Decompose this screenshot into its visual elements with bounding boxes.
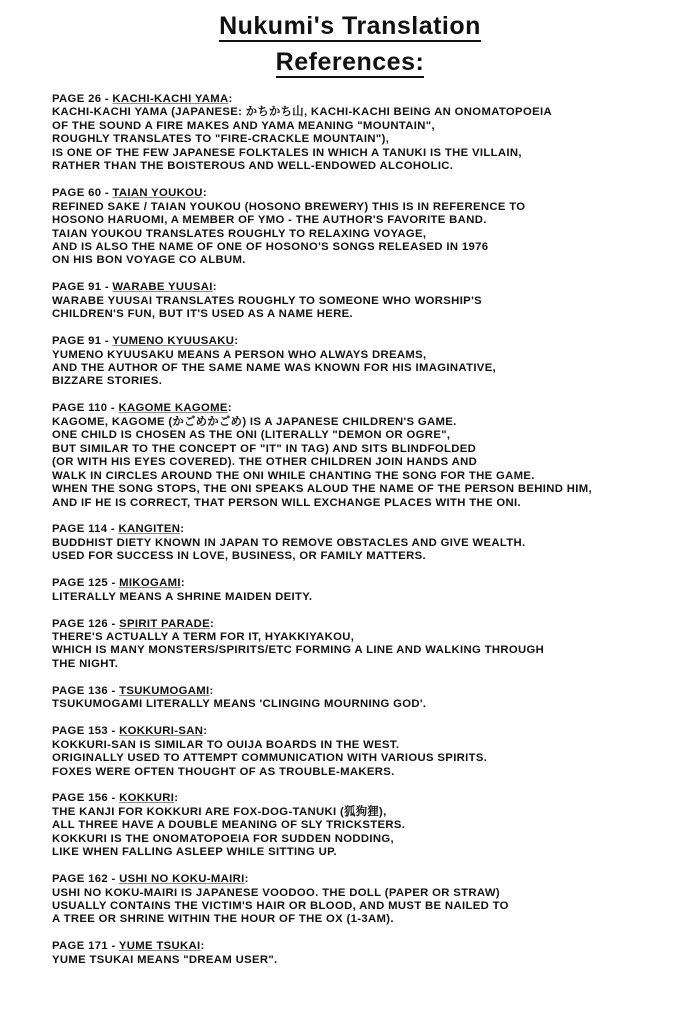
entry-line: RATHER THAN THE BOISTEROUS AND WELL-ENDOWED ALCOHOLIC. bbox=[52, 160, 454, 173]
entry-title: KOKKURI-SAN bbox=[119, 725, 204, 738]
note-entry bbox=[52, 940, 692, 967]
entry-line: WHEN THE SONG STOPS, THE ONI SPEAKS ALOUD THE NAME OF THE PERSON BEHIND HIM, bbox=[52, 483, 593, 496]
entry-title: KOKKURI bbox=[119, 792, 175, 805]
entry-page: PAGE 136 - bbox=[52, 684, 120, 697]
entry-page: PAGE 153 - bbox=[52, 725, 120, 738]
entry-title: MIKOGAMI bbox=[119, 577, 181, 590]
entry-heading: PAGE 110 - KAGOME KAGOME: bbox=[52, 402, 232, 415]
entry-heading: PAGE 91 - WARABE YUUSAI: bbox=[52, 281, 217, 294]
entry-heading: PAGE 126 - SPIRIT PARADE: bbox=[52, 617, 215, 630]
entry-line: ON HIS BON VOYAGE CO ALBUM. bbox=[52, 254, 246, 267]
entry-line: IS ONE OF THE FEW JAPANESE FOLKTALES IN WHICH A TANUKI IS THE VILLAIN, bbox=[52, 146, 522, 159]
entry-title: USHI NO KOKU-MAIRI bbox=[119, 873, 245, 886]
note-entry bbox=[52, 618, 692, 672]
entry-heading: PAGE 125 - MIKOGAMI: bbox=[52, 577, 185, 590]
entry-page: PAGE 110 - bbox=[52, 402, 119, 415]
title-line-1: Nukumi's Translation bbox=[219, 12, 481, 40]
entry-line: USHI NO KOKU-MAIRI IS JAPANESE VOODOO. THE DOLL (PAPER OR STRAW) bbox=[52, 886, 500, 899]
entry-title: YUME TSUKAI bbox=[118, 940, 201, 953]
entry-line: LIKE WHEN FALLING ASLEEP WHILE SITTING UP. bbox=[52, 846, 338, 859]
entry-heading: PAGE 60 - TAIAN YOUKOU: bbox=[52, 187, 207, 200]
entry-page: PAGE 91 - bbox=[52, 281, 113, 294]
entry-line: USED FOR SUCCESS IN LOVE, BUSINESS, OR FAMILY MATTERS. bbox=[52, 550, 426, 563]
entry-line: YUME TSUKAI MEANS "DREAM USER". bbox=[52, 953, 278, 966]
entry-line: KAGOME, KAGOME (かごめかごめ) IS A JAPANESE CHILDREN'S GAME. bbox=[52, 415, 457, 428]
entry-title: WARABE YUUSAI bbox=[112, 281, 213, 294]
entry-page: PAGE 162 - bbox=[52, 873, 120, 886]
entry-line: WARABE YUUSAI TRANSLATES ROUGHLY TO SOMEONE WHO WORSHIP'S bbox=[52, 294, 482, 307]
entry-title: KACHI-KACHI YAMA bbox=[112, 93, 229, 105]
note-entry bbox=[52, 523, 692, 563]
entry-heading: PAGE 156 - KOKKURI: bbox=[52, 792, 179, 805]
entry-page: PAGE 60 - bbox=[52, 187, 113, 200]
entry-heading: PAGE 153 - KOKKURI-SAN: bbox=[52, 725, 208, 738]
entry-line: REFINED SAKE / TAIAN YOUKOU (HOSONO BREWERY) THIS IS IN REFERENCE TO bbox=[52, 200, 526, 213]
entry-line: YUMENO KYUUSAKU MEANS A PERSON WHO ALWAYS DREAMS, bbox=[52, 348, 427, 361]
entry-heading: PAGE 162 - USHI NO KOKU-MAIRI: bbox=[52, 873, 249, 886]
entry-title: SPIRIT PARADE bbox=[119, 617, 211, 630]
entry-page: PAGE 126 - bbox=[52, 617, 120, 630]
entry-line: BUDDHIST DIETY KNOWN IN JAPAN TO REMOVE OBSTACLES AND GIVE WEALTH. bbox=[52, 536, 526, 549]
entry-title: KAGOME KAGOME bbox=[118, 402, 228, 415]
note-entry bbox=[52, 577, 692, 604]
entry-line: KOKKURI IS THE ONOMATOPOEIA FOR SUDDEN NODDING, bbox=[52, 832, 394, 845]
entry-heading: PAGE 114 - KANGITEN: bbox=[52, 523, 185, 536]
entry-page: PAGE 171 - bbox=[52, 940, 119, 953]
note-entry bbox=[52, 93, 692, 174]
entry-line: AND THE AUTHOR OF THE SAME NAME WAS KNOWN FOR HIS IMAGINATIVE, bbox=[52, 362, 497, 375]
entry-line: WHICH IS MANY MONSTERS/SPIRITS/ETC FORMING A LINE AND WALKING THROUGH bbox=[52, 644, 545, 657]
entry-title: TAIAN YOUKOU bbox=[112, 187, 203, 200]
entry-heading: PAGE 91 - YUMENO KYUUSAKU: bbox=[52, 335, 239, 348]
entry-title: YUMENO KYUUSAKU bbox=[112, 335, 235, 348]
entry-page: PAGE 114 - bbox=[52, 523, 119, 536]
entry-line: KACHI-KACHI YAMA (JAPANESE: かちかち山, KACHI-KACHI BEING AN ONOMATOPOEIA bbox=[52, 106, 552, 119]
entry-line: LITERALLY MEANS A SHRINE MAIDEN DEITY. bbox=[52, 590, 313, 603]
entry-heading: PAGE 171 - YUME TSUKAI: bbox=[52, 940, 205, 953]
entry-line: USUALLY CONTAINS THE VICTIM'S HAIR OR BLOOD, AND MUST BE NAILED TO bbox=[52, 900, 509, 913]
note-entry bbox=[52, 725, 692, 779]
entry-line: AND IF HE IS CORRECT, THAT PERSON WILL EXCHANGE PLACES WITH THE ONI. bbox=[52, 496, 521, 509]
entry-page: PAGE 156 - bbox=[52, 792, 120, 805]
entry-line: FOXES WERE OFTEN THOUGHT OF AS TROUBLE-MAKERS. bbox=[52, 765, 395, 778]
entry-line: THERE'S ACTUALLY A TERM FOR IT, HYAKKIYAKOU, bbox=[52, 631, 355, 644]
entry-line: THE KANJI FOR KOKKURI ARE FOX-DOG-TANUKI (狐狗狸), bbox=[52, 805, 387, 818]
entry-line: ORIGINALLY USED TO ATTEMPT COMMUNICATION WITH VARIOUS SPIRITS. bbox=[52, 752, 488, 765]
entry-line: TSUKUMOGAMI LITERALLY MEANS 'CLINGING MOURNING GOD'. bbox=[52, 698, 427, 711]
note-entry bbox=[52, 187, 692, 268]
entry-line: CHILDREN'S FUN, BUT IT'S USED AS A NAME HERE. bbox=[52, 308, 354, 321]
entry-title: KANGITEN bbox=[118, 523, 181, 536]
entry-line: OF THE SOUND A FIRE MAKES AND YAMA MEANING "MOUNTAIN", bbox=[52, 119, 435, 132]
page-title bbox=[0, 10, 700, 82]
entry-line: ALL THREE HAVE A DOUBLE MEANING OF SLY TRICKSTERS. bbox=[52, 819, 406, 832]
entry-line: ONE CHILD IS CHOSEN AS THE ONI (LITERALLY "DEMON OR OGRE", bbox=[52, 429, 451, 442]
note-entry bbox=[52, 873, 692, 927]
entry-line: THE NIGHT. bbox=[52, 657, 119, 670]
entry-line: TAIAN YOUKOU TRANSLATES ROUGHLY TO RELAXING VOYAGE, bbox=[52, 227, 427, 240]
translation-notes bbox=[52, 93, 692, 981]
note-entry bbox=[52, 335, 692, 389]
entry-title: TSUKUMOGAMI bbox=[119, 684, 210, 697]
entry-line: (OR WITH HIS EYES COVERED). THE OTHER CHILDREN JOIN HANDS AND bbox=[52, 456, 478, 469]
entry-line: KOKKURI-SAN IS SIMILAR TO OUIJA BOARDS IN THE WEST. bbox=[52, 738, 400, 751]
note-entry bbox=[52, 685, 692, 712]
note-entry bbox=[52, 281, 692, 321]
entry-line: ROUGHLY TRANSLATES TO "FIRE-CRACKLE MOUNTAIN"), bbox=[52, 133, 390, 146]
entry-page: PAGE 125 - bbox=[52, 577, 120, 590]
note-entry bbox=[52, 792, 692, 859]
note-entry bbox=[52, 402, 692, 510]
entry-line: BIZZARE STORIES. bbox=[52, 375, 163, 388]
entry-page: PAGE 91 - bbox=[52, 335, 113, 348]
entry-heading: PAGE 26 - KACHI-KACHI YAMA: bbox=[52, 93, 233, 105]
entry-line: AND IS ALSO THE NAME OF ONE OF HOSONO'S SONGS RELEASED IN 1976 bbox=[52, 240, 489, 253]
entry-page: PAGE 26 - bbox=[52, 93, 113, 105]
entry-line: HOSONO HARUOMI, A MEMBER OF YMO - THE AUTHOR'S FAVORITE BAND. bbox=[52, 214, 487, 227]
title-line-2: References: bbox=[275, 48, 425, 76]
entry-line: WALK IN CIRCLES AROUND THE ONI WHILE CHANTING THE SONG FOR THE GAME. bbox=[52, 469, 535, 482]
entry-line: A TREE OR SHRINE WITHIN THE HOUR OF THE OX (1-3AM). bbox=[52, 913, 394, 926]
entry-heading: PAGE 136 - TSUKUMOGAMI: bbox=[52, 684, 214, 697]
entry-line: BUT SIMILAR TO THE CONCEPT OF "IT" IN TAG) AND SITS BLINDFOLDED bbox=[52, 442, 477, 455]
